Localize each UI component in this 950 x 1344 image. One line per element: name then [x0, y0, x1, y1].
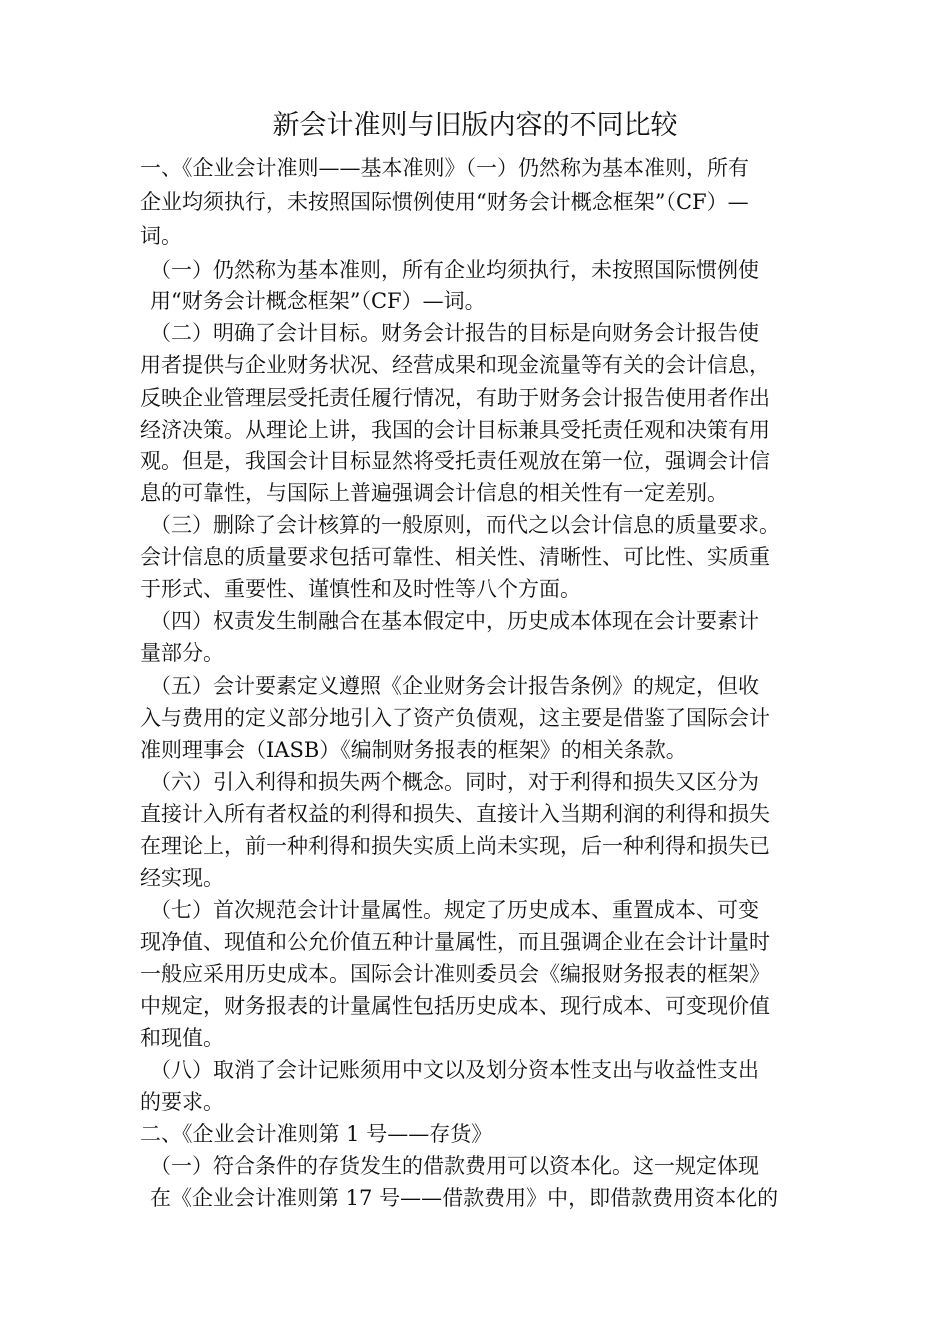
text-line: 词。: [140, 224, 182, 248]
text-line: 息的可靠性，与国际上普遍强调会计信息的相关性有一定差别。: [140, 481, 728, 505]
document-title: 新会计准则与旧版内容的不同比较: [272, 110, 678, 141]
text-line: 二、《企业会计准则第 1 号——存货》: [140, 1122, 493, 1146]
text-line: 准则理事会（IASB）《编制财务报表的框架》的相关条款。: [140, 738, 687, 762]
text-line: 的要求。: [140, 1090, 224, 1114]
text-line: 现净值、现值和公允价值五种计量属性，而且强调企业在会计计量时: [140, 930, 770, 954]
text-line: 反映企业管理层受托责任履行情况，有助于财务会计报告使用者作出: [140, 386, 770, 410]
text-line: 于形式、重要性、谨慎性和及时性等八个方面。: [140, 577, 581, 601]
text-line: 用“财务会计概念框架”（CF）—词。: [150, 289, 486, 313]
text-line: 和现值。: [140, 1026, 224, 1050]
text-line: 在理论上，前一种利得和损失实质上尚未实现，后一种利得和损失已: [140, 834, 770, 858]
text-line: 观。但是，我国会计目标显然将受托责任观放在第一位，强调会计信: [140, 449, 770, 473]
text-line: （三）删除了会计核算的一般原则，而代之以会计信息的质量要求。: [150, 513, 780, 537]
text-line: （七）首次规范会计计量属性。规定了历史成本、重置成本、可变: [150, 898, 759, 922]
text-line: 用者提供与企业财务状况、经营成果和现金流量等有关的会计信息，: [140, 353, 770, 377]
text-line: （五）会计要素定义遵照《企业财务会计报告条例》的规定，但收: [150, 674, 759, 698]
text-line: （一）仍然称为基本准则，所有企业均须执行，未按照国际惯例使: [150, 258, 759, 282]
text-line: 中规定，财务报表的计量属性包括历史成本、现行成本、可变现价值: [140, 994, 770, 1018]
text-line: 直接计入所有者权益的利得和损失、直接计入当期利润的利得和损失: [140, 802, 770, 826]
text-line: 企业均须执行，未按照国际惯例使用“财务会计概念框架”（CF）—: [140, 190, 749, 214]
text-line: 经实现。: [140, 866, 224, 890]
text-line: 一、《企业会计准则——基本准则》（一）仍然称为基本准则，所有: [140, 156, 749, 180]
text-line: （六）引入利得和损失两个概念。同时，对于利得和损失又区分为: [150, 770, 759, 794]
text-line: （二）明确了会计目标。财务会计报告的目标是向财务会计报告使: [150, 321, 759, 345]
text-line: 量部分。: [140, 641, 224, 665]
text-line: （四）权责发生制融合在基本假定中，历史成本体现在会计要素计: [150, 609, 759, 633]
text-line: 一般应采用历史成本。国际会计准则委员会《编报财务报表的框架》: [140, 962, 770, 986]
text-line: 入与费用的定义部分地引入了资产负债观，这主要是借鉴了国际会计: [140, 706, 770, 730]
text-line: 会计信息的质量要求包括可靠性、相关性、清晰性、可比性、实质重: [140, 545, 770, 569]
text-line: 经济决策。从理论上讲，我国的会计目标兼具受托责任观和决策有用: [140, 418, 770, 442]
text-line: （一）符合条件的存货发生的借款费用可以资本化。这一规定体现: [150, 1154, 759, 1178]
text-line: 在《企业会计准则第 17 号——借款费用》中，即借款费用资本化的: [150, 1186, 779, 1210]
text-line: （八）取消了会计记账须用中文以及划分资本性支出与收益性支出: [150, 1058, 759, 1082]
